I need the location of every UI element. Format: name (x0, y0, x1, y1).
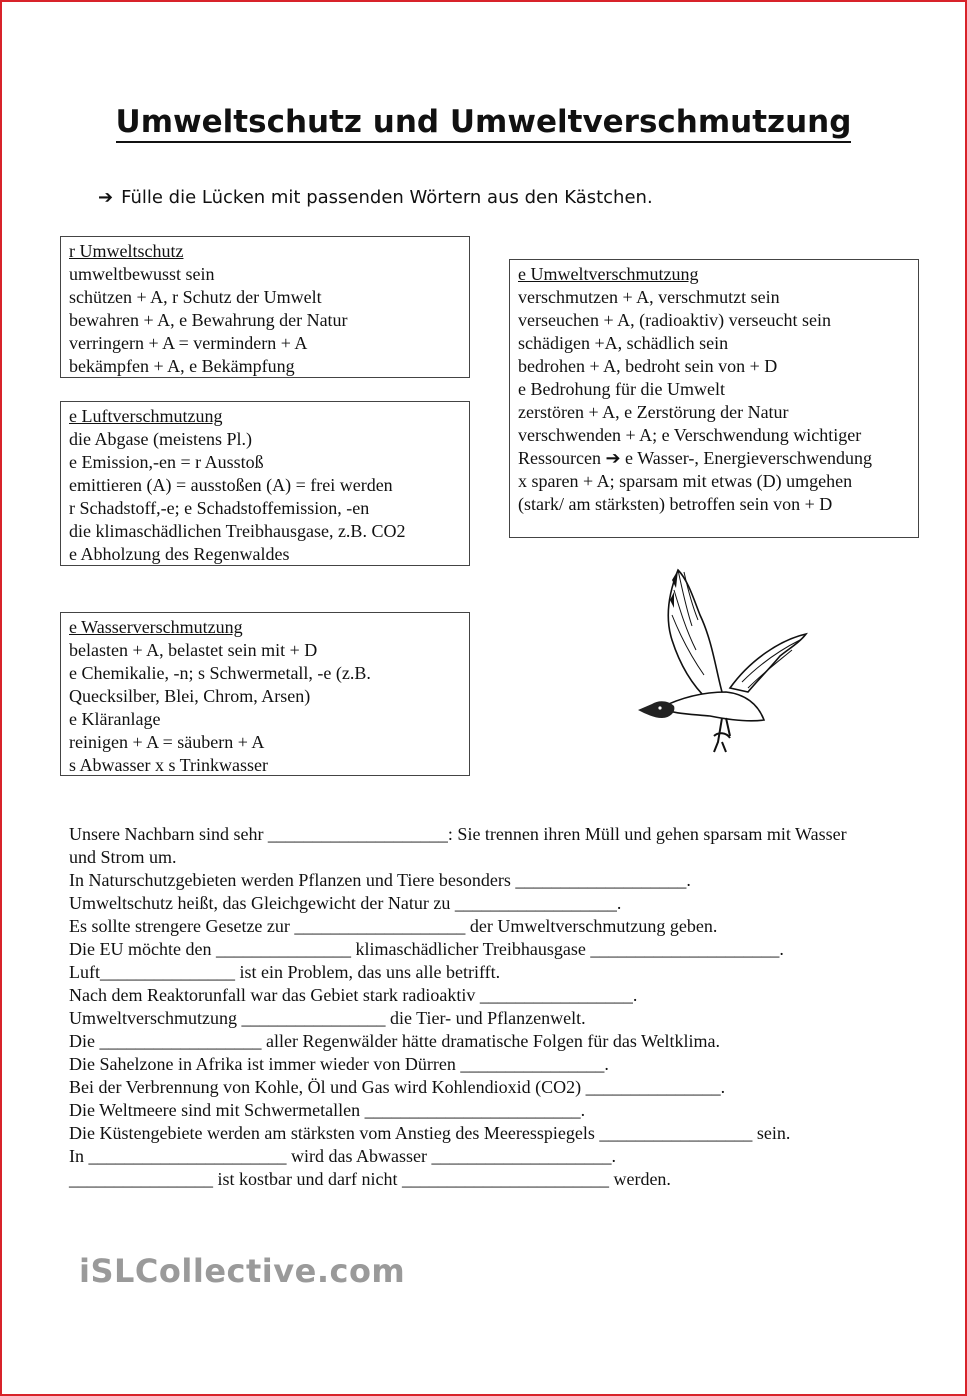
exercise-line: In Naturschutzgebieten werden Pflanzen und Tiere besonders ___________________. (69, 870, 691, 890)
vocab-line: reinigen + A = säubern + A (69, 732, 265, 752)
vocab-line: e Kläranlage (69, 709, 161, 729)
instruction-text: Fülle die Lücken mit passenden Wörtern aus den Kästchen. (121, 187, 653, 208)
exercise-line: Umweltschutz heißt, das Gleichgewicht der Natur zu __________________. (69, 893, 622, 913)
fill-in-exercise (69, 823, 919, 1191)
vocab-line: verseuchen + A, (radioaktiv) verseucht sein (518, 310, 832, 330)
vocab-line: Ressourcen ➔ e Wasser-, Energieverschwendung (518, 448, 872, 468)
exercise-line: Umweltverschmutzung ________________ die Tier- und Pflanzenwelt. (69, 1008, 586, 1028)
box-heading: r Umweltschutz (69, 241, 184, 261)
exercise-line: Die EU möchte den _______________ klimaschädlicher Treibhausgase _____________________. (69, 939, 784, 959)
vocab-line: umweltbewusst sein (69, 264, 215, 284)
vocab-line: bedrohen + A, bedroht sein von + D (518, 356, 778, 376)
vocab-box-umweltschutz (60, 236, 470, 378)
arrow-right-icon: ➔ (98, 187, 114, 208)
vocab-line: e Chemikalie, -n; s Schwermetall, -e (z.B. (69, 663, 371, 683)
vocab-line: verringern + A = vermindern + A (69, 333, 308, 353)
box-heading: e Luftverschmutzung (69, 406, 223, 426)
vocab-line: e Bedrohung für die Umwelt (518, 379, 725, 399)
vocab-line: die Abgase (meistens Pl.) (69, 429, 252, 449)
exercise-line: Es sollte strengere Gesetze zur ___________________ der Umweltverschmutzung geben. (69, 916, 718, 936)
vocab-line: Quecksilber, Blei, Chrom, Arsen) (69, 686, 311, 706)
watermark-logo: iSLCollective.com (79, 1252, 406, 1290)
vocab-line: schützen + A, r Schutz der Umwelt (69, 287, 322, 307)
exercise-line: Bei der Verbrennung von Kohle, Öl und Gas wird Kohlendioxid (CO2) _______________. (69, 1077, 726, 1097)
exercise-line: Unsere Nachbarn sind sehr ____________________: Sie trennen ihren Müll und gehen sparsam mit Wasser (69, 824, 847, 844)
exercise-line: In ______________________ wird das Abwasser ____________________. (69, 1146, 616, 1166)
exercise-line: Die Sahelzone in Afrika ist immer wieder von Dürren ________________. (69, 1054, 609, 1074)
vocab-line: belasten + A, belastet sein mit + D (69, 640, 318, 660)
exercise-line: Die Weltmeere sind mit Schwermetallen ________________________. (69, 1100, 586, 1120)
exercise-line: Die Küstengebiete werden am stärksten vom Anstieg des Meeresspiegels _________________ sein. (69, 1123, 791, 1143)
vocab-line: emittieren (A) = ausstoßen (A) = frei werden (69, 475, 393, 495)
vocab-box-luftverschmutzung (60, 401, 470, 566)
vocab-line: e Emission,-en = r Ausstoß (69, 452, 264, 472)
vocab-line: (stark/ am stärksten) betroffen sein von + D (518, 494, 833, 514)
vocab-box-wasserverschmutzung (60, 612, 470, 776)
exercise-line: Luft_______________ ist ein Problem, das uns alle betrifft. (69, 962, 501, 982)
vocab-line: die klimaschädlichen Treibhausgase, z.B. CO2 (69, 521, 406, 541)
vocab-line: zerstören + A, e Zerstörung der Natur (518, 402, 789, 422)
vocab-line: s Abwasser x s Trinkwasser (69, 755, 269, 775)
seagull-illustration (630, 560, 810, 760)
vocab-line: bekämpfen + A, e Bekämpfung (69, 356, 295, 376)
vocab-line: verschwenden + A; e Verschwendung wichtiger (518, 425, 862, 445)
exercise-line: ________________ ist kostbar und darf nicht _______________________ werden. (69, 1169, 671, 1189)
vocab-line: schädigen +A, schädlich sein (518, 333, 729, 353)
exercise-line: Die __________________ aller Regenwälder hätte dramatische Folgen für das Weltklima. (69, 1031, 721, 1051)
exercise-line: Nach dem Reaktorunfall war das Gebiet stark radioaktiv _________________. (69, 985, 638, 1005)
vocab-line: r Schadstoff,-e; e Schadstoffemission, -en (69, 498, 370, 518)
box-heading: e Wasserverschmutzung (69, 617, 243, 637)
vocab-line: e Abholzung des Regenwaldes (69, 544, 290, 564)
box-heading: e Umweltverschmutzung (518, 264, 699, 284)
vocab-line: x sparen + A; sparsam mit etwas (D) umgehen (518, 471, 853, 491)
vocab-line: bewahren + A, e Bewahrung der Natur (69, 310, 348, 330)
vocab-box-umweltverschmutzung (509, 259, 919, 538)
worksheet-title: Umweltschutz und Umweltverschmutzung (0, 104, 967, 140)
vocab-line: verschmutzen + A, verschmutzt sein (518, 287, 780, 307)
instruction (98, 187, 653, 208)
exercise-line: und Strom um. (69, 847, 177, 867)
